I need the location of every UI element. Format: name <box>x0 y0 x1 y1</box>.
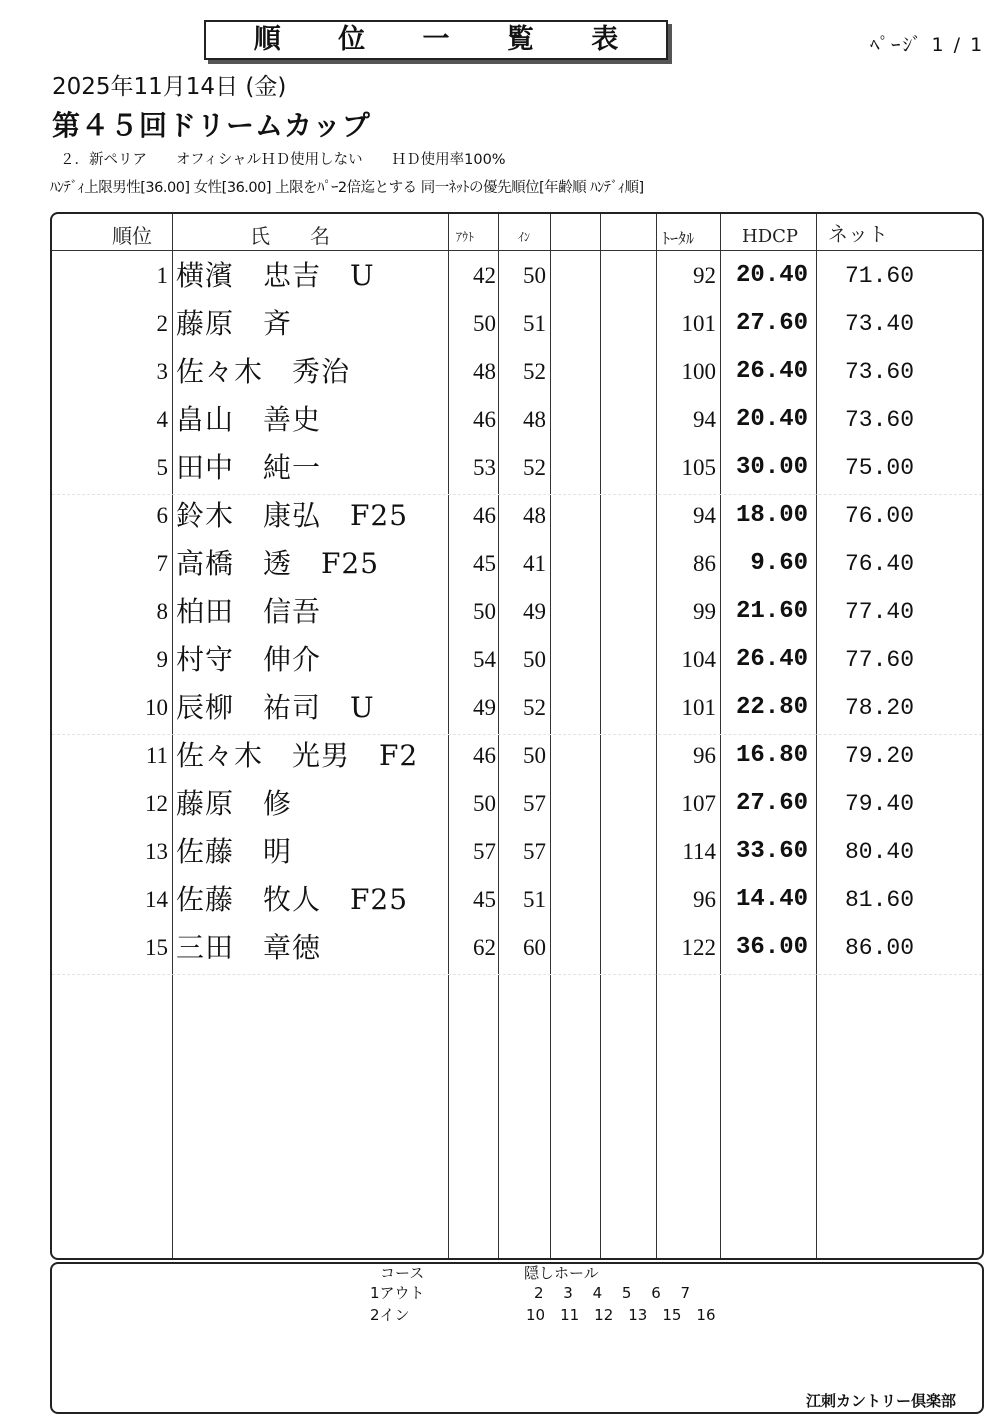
in-score-cell: 51 <box>523 887 546 912</box>
hdcp-cell: 27.60 <box>735 790 808 817</box>
table-row <box>52 540 982 588</box>
total-score-cell: 104 <box>681 647 716 672</box>
rank-cell: 3 <box>156 359 168 384</box>
hdcp-cell: 36.00 <box>735 934 808 961</box>
net-score-cell: 73.40 <box>844 311 914 337</box>
table-row <box>52 780 982 828</box>
handicap-rules: ﾊﾝﾃﾞｨ上限男性[36.00] 女性[36.00] 上限をﾊﾟｰ2倍迄とする 同一ﾈｯﾄの優先順位[年齢順 ﾊﾝﾃﾞｨ順] <box>50 180 644 196</box>
total-score-cell: 100 <box>681 359 716 384</box>
out-score-cell: 42 <box>473 263 496 288</box>
net-score-cell: 76.40 <box>844 551 914 577</box>
total-score-cell: 122 <box>681 935 716 960</box>
in-score-cell: 57 <box>523 791 546 816</box>
player-name-cell: 佐々木 光男 F2 <box>176 739 419 772</box>
net-score-cell: 79.20 <box>844 743 914 769</box>
event-date: 2025年11月14日 (金) <box>52 74 287 100</box>
course-in-holes: 10 11 12 13 15 16 <box>526 1306 716 1324</box>
in-score-cell: 50 <box>523 647 546 672</box>
hdcp-cell: 27.60 <box>735 310 808 337</box>
hdcp-cell: 9.60 <box>750 550 808 577</box>
total-score-cell: 105 <box>681 455 716 480</box>
header-divider <box>52 250 982 251</box>
in-score-cell: 49 <box>523 599 546 624</box>
table-row <box>52 492 982 540</box>
rank-cell: 15 <box>145 935 168 960</box>
out-score-cell: 53 <box>473 455 496 480</box>
rank-cell: 10 <box>145 695 168 720</box>
player-name-cell: 横濱 忠吉 U <box>176 259 375 292</box>
competition-conditions: ２．新ペリア オフィシャルＨＤ使用しない ＨＤ使用率100% <box>60 152 506 168</box>
table-row <box>52 924 982 972</box>
player-name-cell: 畠山 善史 <box>176 403 322 436</box>
player-name-cell: 佐藤 明 <box>176 835 293 868</box>
net-score-cell: 76.00 <box>844 503 914 529</box>
table-row <box>52 444 982 492</box>
document-title: 順 位 一 覧 表 <box>204 20 668 60</box>
net-score-cell: 77.40 <box>844 599 914 625</box>
player-name-cell: 藤原 修 <box>176 787 293 820</box>
hdcp-cell: 20.40 <box>735 262 808 289</box>
player-name-cell: 鈴木 康弘 F25 <box>176 499 409 532</box>
net-score-cell: 73.60 <box>844 407 914 433</box>
player-name-cell: 三田 章徳 <box>176 931 322 964</box>
col-header-net: ネット <box>828 222 888 246</box>
net-score-cell: 73.60 <box>844 359 914 385</box>
table-row <box>52 636 982 684</box>
rank-cell: 12 <box>145 791 168 816</box>
in-score-cell: 52 <box>523 455 546 480</box>
hdcp-cell: 18.00 <box>735 502 808 529</box>
player-name-cell: 田中 純一 <box>176 451 322 484</box>
out-score-cell: 45 <box>473 551 496 576</box>
out-score-cell: 57 <box>473 839 496 864</box>
hdcp-cell: 14.40 <box>735 886 808 913</box>
out-score-cell: 46 <box>473 407 496 432</box>
total-score-cell: 101 <box>681 311 716 336</box>
hdcp-cell: 30.00 <box>735 454 808 481</box>
hdcp-cell: 26.40 <box>735 358 808 385</box>
hdcp-cell: 22.80 <box>735 694 808 721</box>
net-score-cell: 71.60 <box>844 263 914 289</box>
rank-cell: 8 <box>156 599 168 624</box>
in-score-cell: 50 <box>523 263 546 288</box>
rank-cell: 9 <box>156 647 168 672</box>
in-score-cell: 57 <box>523 839 546 864</box>
table-row <box>52 396 982 444</box>
total-score-cell: 107 <box>681 791 716 816</box>
hdcp-cell: 33.60 <box>735 838 808 865</box>
net-score-cell: 86.00 <box>844 935 914 961</box>
net-score-cell: 79.40 <box>844 791 914 817</box>
player-name-cell: 藤原 斉 <box>176 307 293 340</box>
in-score-cell: 60 <box>523 935 546 960</box>
total-score-cell: 96 <box>693 887 716 912</box>
out-score-cell: 62 <box>473 935 496 960</box>
player-name-cell: 佐藤 牧人 F25 <box>176 883 409 916</box>
hdcp-cell: 20.40 <box>735 406 808 433</box>
out-score-cell: 50 <box>473 311 496 336</box>
col-header-hdcp: HDCP <box>742 226 799 247</box>
net-score-cell: 77.60 <box>844 647 914 673</box>
out-score-cell: 46 <box>473 503 496 528</box>
total-score-cell: 94 <box>693 407 716 432</box>
net-score-cell: 81.60 <box>844 887 914 913</box>
in-score-cell: 48 <box>523 503 546 528</box>
page-indicator: ﾍﾟｰｼﾞ 1 / 1 <box>870 34 985 56</box>
rank-cell: 5 <box>156 455 168 480</box>
table-row <box>52 828 982 876</box>
out-score-cell: 45 <box>473 887 496 912</box>
col-header-name: 氏 名 <box>250 224 330 248</box>
total-score-cell: 92 <box>693 263 716 288</box>
hdcp-cell: 16.80 <box>735 742 808 769</box>
total-score-cell: 114 <box>682 839 716 864</box>
player-name-cell: 村守 伸介 <box>176 643 322 676</box>
rank-cell: 6 <box>156 503 168 528</box>
table-row <box>52 348 982 396</box>
player-name-cell: 柏田 信吾 <box>176 595 322 628</box>
course-out: 1アウト <box>370 1284 425 1302</box>
table-row <box>52 588 982 636</box>
in-score-cell: 41 <box>523 551 546 576</box>
out-score-cell: 48 <box>473 359 496 384</box>
rank-cell: 1 <box>156 263 168 288</box>
table-row <box>52 684 982 732</box>
table-row <box>52 732 982 780</box>
total-score-cell: 94 <box>693 503 716 528</box>
col-header-rank: 順位 <box>112 224 152 248</box>
in-score-cell: 51 <box>523 311 546 336</box>
course-label: コース <box>380 1264 425 1282</box>
out-score-cell: 50 <box>473 791 496 816</box>
net-score-cell: 75.00 <box>844 455 914 481</box>
out-score-cell: 54 <box>473 647 496 672</box>
col-header-total: ﾄｰﾀﾙ <box>662 229 695 248</box>
rank-cell: 4 <box>156 407 168 432</box>
hdcp-cell: 26.40 <box>735 646 808 673</box>
rank-cell: 11 <box>145 743 168 768</box>
club-name: 江刺カントリー倶楽部 <box>806 1392 957 1410</box>
table-row <box>52 252 982 300</box>
in-score-cell: 50 <box>523 743 546 768</box>
course-out-holes: 2 3 4 5 6 7 <box>534 1284 691 1302</box>
col-header-out: ｱｳﾄ <box>456 230 475 244</box>
in-score-cell: 52 <box>523 359 546 384</box>
rank-cell: 13 <box>145 839 168 864</box>
total-score-cell: 99 <box>693 599 716 624</box>
net-score-cell: 80.40 <box>844 839 914 865</box>
hidden-hole-label: 隠しホール <box>524 1264 599 1282</box>
group-divider <box>52 974 982 975</box>
in-score-cell: 48 <box>523 407 546 432</box>
rank-cell: 2 <box>156 311 168 336</box>
rank-cell: 7 <box>156 551 168 576</box>
course-in: 2イン <box>370 1306 410 1324</box>
rank-cell: 14 <box>145 887 168 912</box>
event-name: 第４５回ドリームカップ <box>52 109 371 142</box>
out-score-cell: 49 <box>473 695 496 720</box>
player-name-cell: 高橋 透 F25 <box>176 547 380 580</box>
total-score-cell: 101 <box>681 695 716 720</box>
table-row <box>52 876 982 924</box>
col-header-in: ｲﾝ <box>518 230 531 244</box>
hdcp-cell: 21.60 <box>735 598 808 625</box>
in-score-cell: 52 <box>523 695 546 720</box>
player-name-cell: 佐々木 秀治 <box>176 355 351 388</box>
out-score-cell: 46 <box>473 743 496 768</box>
table-row <box>52 300 982 348</box>
total-score-cell: 86 <box>693 551 716 576</box>
player-name-cell: 辰柳 祐司 U <box>176 691 375 724</box>
net-score-cell: 78.20 <box>844 695 914 721</box>
results-table <box>50 212 984 1260</box>
total-score-cell: 96 <box>693 743 716 768</box>
out-score-cell: 50 <box>473 599 496 624</box>
